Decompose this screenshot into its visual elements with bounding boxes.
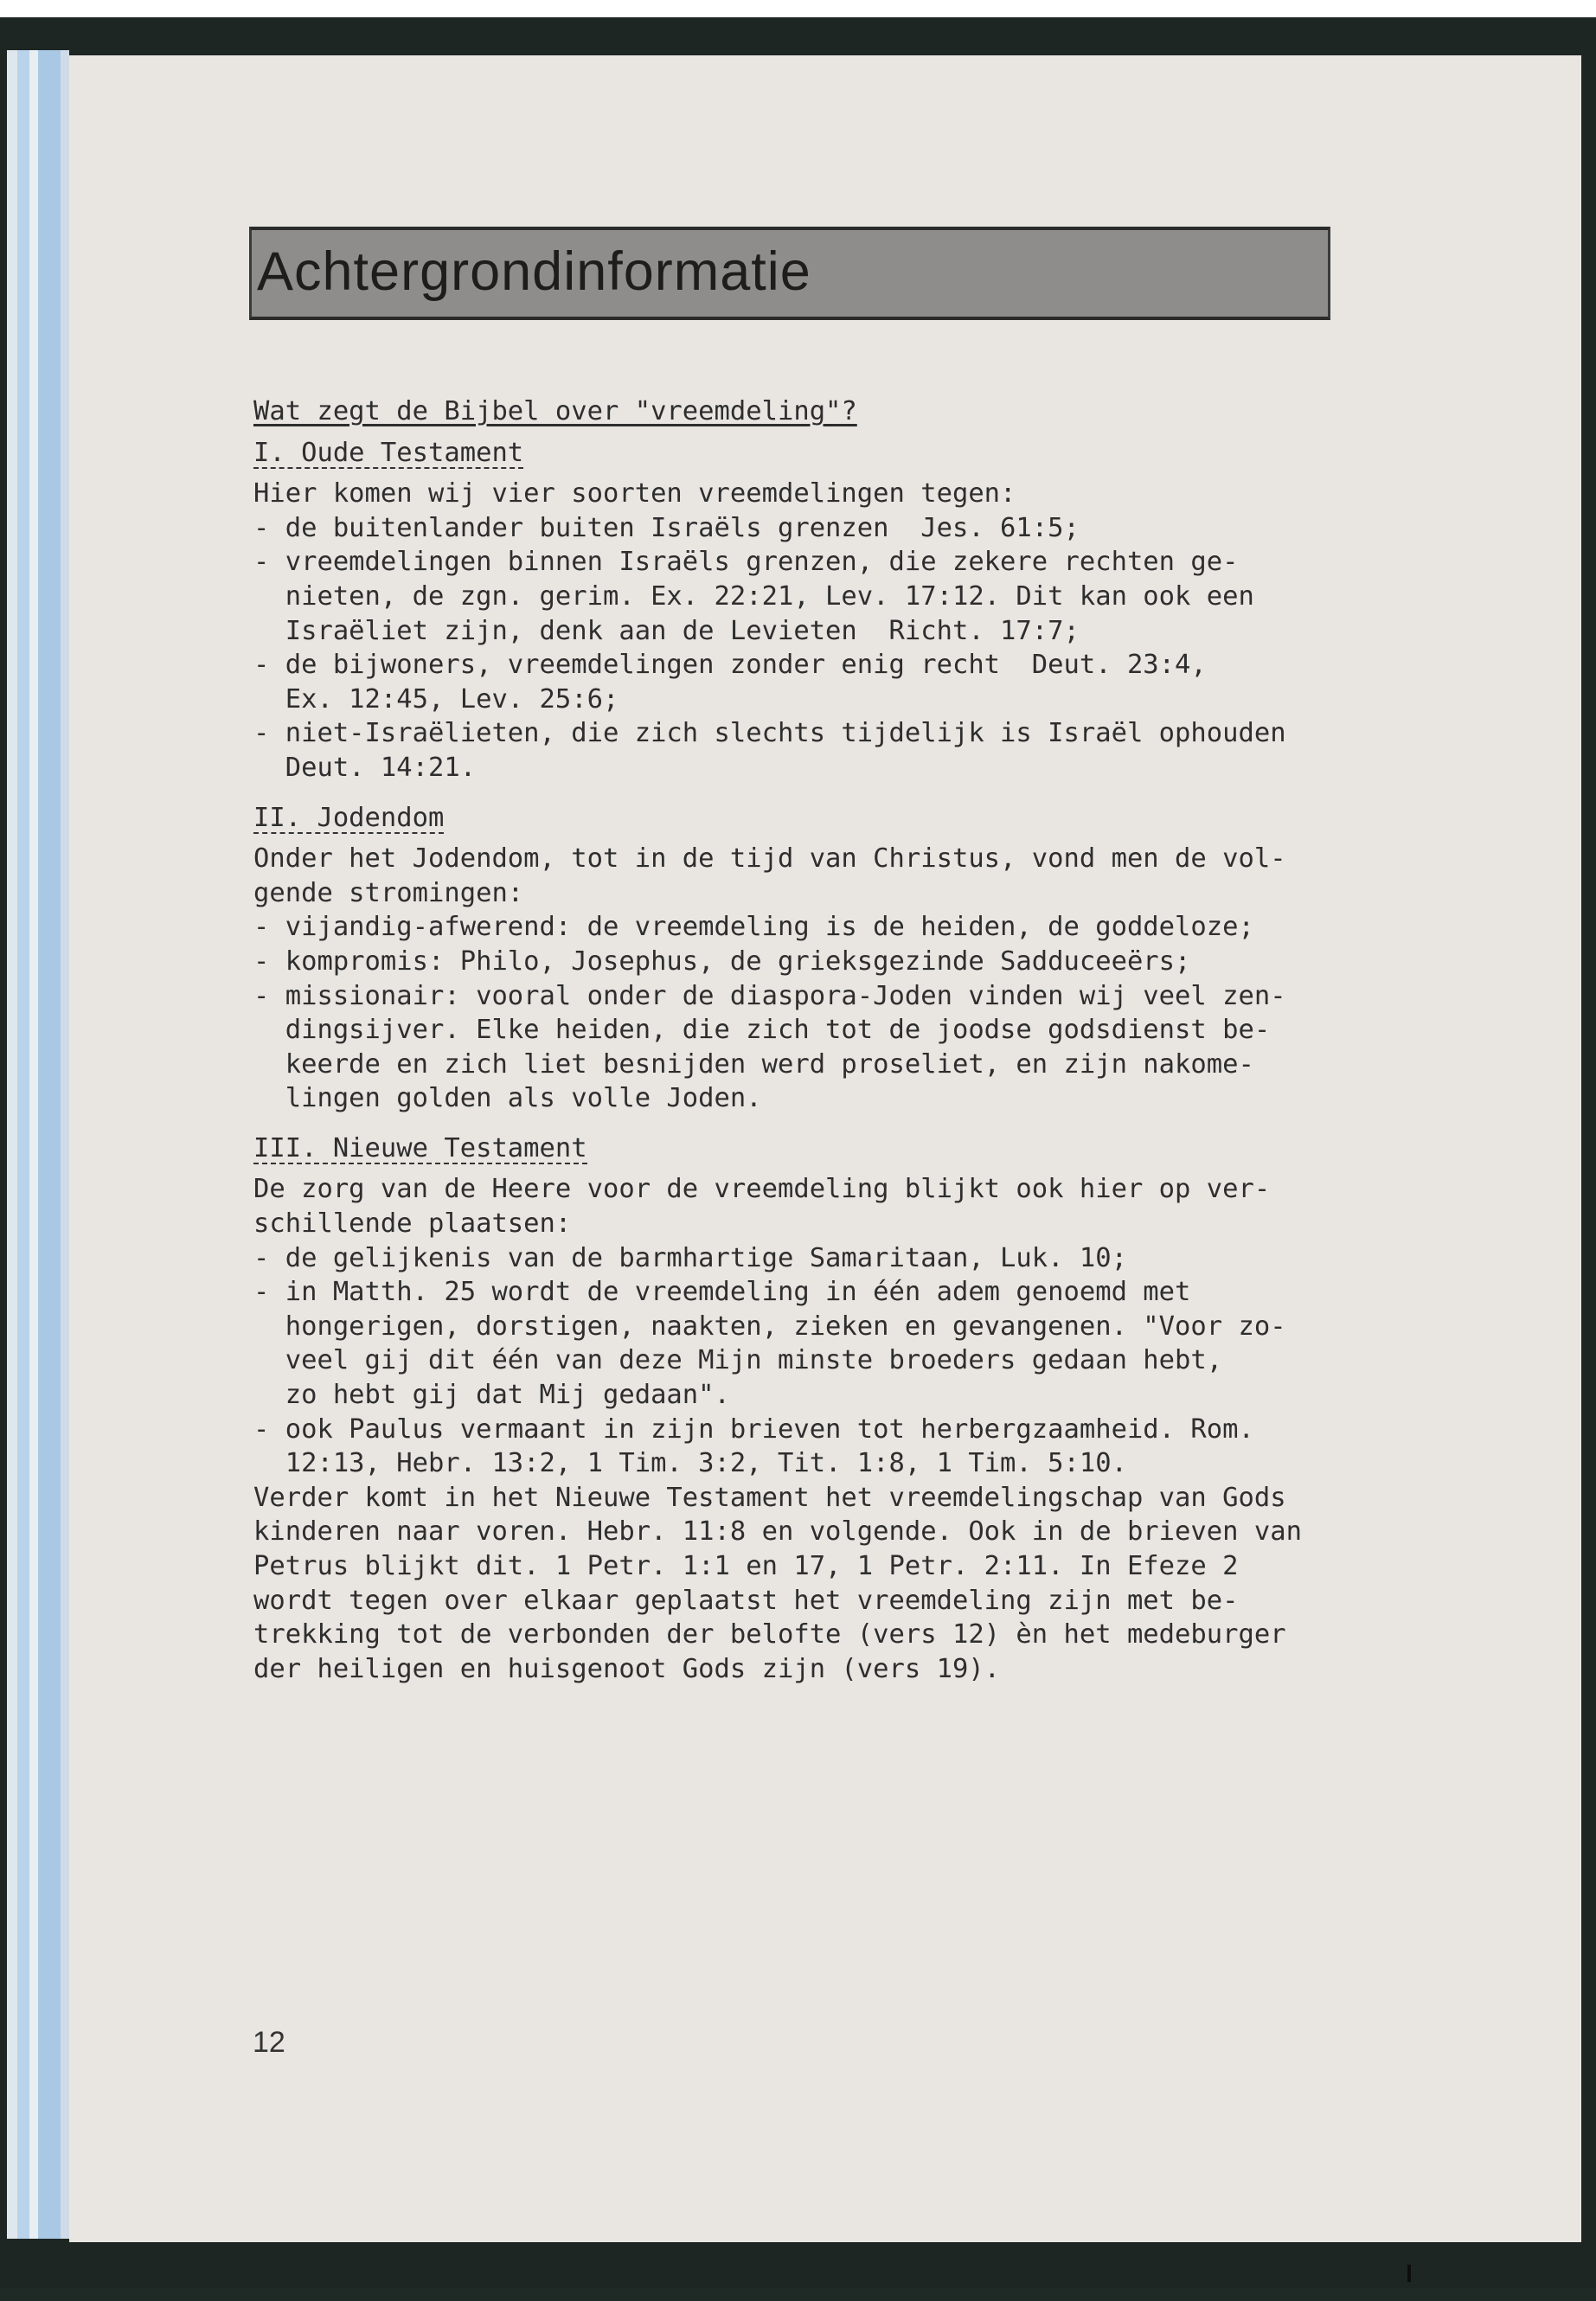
body-line: - vreemdelingen binnen Israëls grenzen, die zekere rechten ge- xyxy=(253,547,1239,578)
body-line: Deut. 14:21. xyxy=(253,752,477,783)
page-edge-strip xyxy=(7,50,17,2239)
body-line: hongerigen, dorstigen, naakten, zieken en gevangenen. "Voor zo- xyxy=(253,1311,1286,1342)
intro-question: Wat zegt de Bijbel over "vreemdeling"? xyxy=(253,396,857,426)
page-edge-strip xyxy=(61,50,69,2239)
body-line: gende stromingen: xyxy=(253,877,524,908)
body-line: zo hebt gij dat Mij gedaan". xyxy=(253,1380,730,1411)
page-edge-strip xyxy=(38,50,61,2239)
body-line: keerde en zich liet besnijden werd proseliet, en zijn nakome- xyxy=(253,1048,1254,1080)
body-line: Ex. 12:45, Lev. 25:6; xyxy=(253,683,619,715)
body-line: - vijandig-afwerend: de vreemdeling is de heiden, de goddeloze; xyxy=(253,912,1254,943)
body-line: 12:13, Hebr. 13:2, 1 Tim. 3:2, Tit. 1:8, 1 Tim. 5:10. xyxy=(253,1448,1127,1479)
body-line: veel gij dit één van deze Mijn minste broeders gedaan hebt, xyxy=(253,1345,1223,1376)
body-line: - ook Paulus vermaant in zijn brieven tot herbergzaamheid. Rom. xyxy=(253,1413,1254,1445)
body-line: Verder komt in het Nieuwe Testament het vreemdelingschap van Gods xyxy=(253,1482,1286,1513)
body-line: trekking tot de verbonden der belofte (vers 12) èn het medeburger xyxy=(253,1619,1286,1650)
body-line: Israëliet zijn, denk aan de Levieten Richt. 17:7; xyxy=(253,615,1080,646)
title-banner xyxy=(249,227,1330,320)
body-line: nieten, de zgn. gerim. Ex. 22:21, Lev. 17:12. Dit kan ook een xyxy=(253,580,1254,612)
body-line: kinderen naar voren. Hebr. 11:8 en volgende. Ook in de brieven van xyxy=(253,1516,1302,1548)
body-line: Onder het Jodendom, tot in de tijd van Christus, vond men de vol- xyxy=(253,843,1286,875)
section-heading: II. Jodendom xyxy=(253,802,445,833)
scan-artifact xyxy=(1407,2265,1411,2282)
body-line: dingsijver. Elke heiden, die zich tot de joodse godsdienst be- xyxy=(253,1015,1271,1046)
body-line: - in Matth. 25 wordt de vreemdeling in één adem genoemd met xyxy=(253,1277,1191,1308)
page-number: 12 xyxy=(253,2026,285,2059)
body-line: - de buitenlander buiten Israëls grenzen Jes. 61:5; xyxy=(253,512,1080,543)
page-edge-strip xyxy=(29,50,38,2239)
body-line: - kompromis: Philo, Josephus, de grieksgezinde Sadduceeërs; xyxy=(253,945,1191,977)
body-line: - de bijwoners, vreemdelingen zonder enig recht Deut. 23:4, xyxy=(253,650,1207,681)
body-line: der heiligen en huisgenoot Gods zijn (vers 19). xyxy=(253,1653,1001,1684)
body-line: - missionair: vooral onder de diaspora-Joden vinden wij veel zen- xyxy=(253,980,1286,1011)
body-line: lingen golden als volle Joden. xyxy=(253,1083,762,1114)
body-line: Hier komen wij vier soorten vreemdelingen tegen: xyxy=(253,478,1016,510)
document-body xyxy=(253,394,1490,1686)
body-line: - niet-Israëlieten, die zich slechts tijdelijk is Israël ophouden xyxy=(253,718,1286,749)
body-line: Petrus blijkt dit. 1 Petr. 1:1 en 17, 1 Petr. 2:11. In Efeze 2 xyxy=(253,1551,1239,1581)
scan-top-border xyxy=(0,0,1596,17)
page-edge-strip xyxy=(17,50,29,2239)
body-line: schillende plaatsen: xyxy=(253,1208,572,1240)
body-line: De zorg van de Heere voor de vreemdeling blijkt ook hier op ver- xyxy=(253,1174,1271,1205)
body-line: wordt tegen over elkaar geplaatst het vreemdeling zijn met be- xyxy=(253,1585,1239,1616)
section-heading: I. Oude Testament xyxy=(253,437,524,468)
page-title: Achtergrondinformatie xyxy=(257,241,811,302)
body-line: - de gelijkenis van de barmhartige Samaritaan, Luk. 10; xyxy=(253,1242,1127,1273)
section-heading: III. Nieuwe Testament xyxy=(253,1132,587,1163)
